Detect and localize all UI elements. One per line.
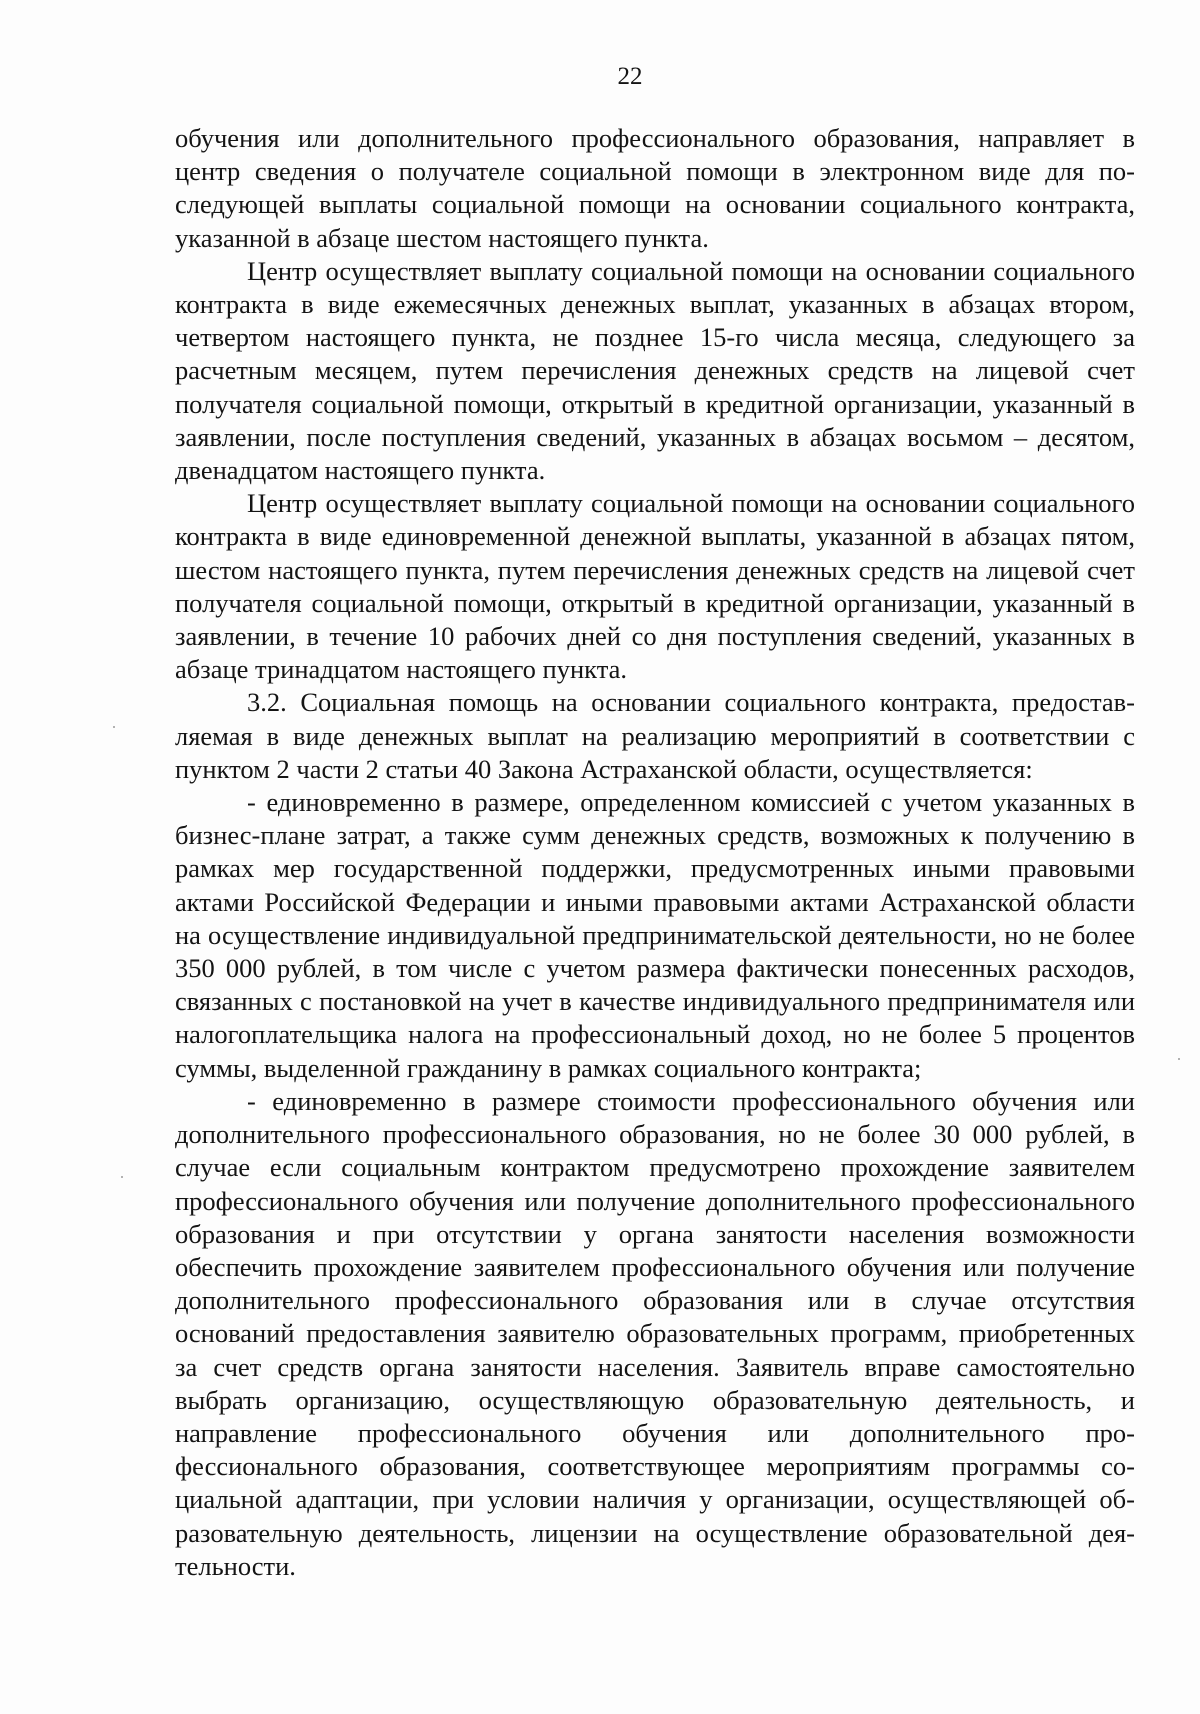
- paragraph-section-3-2: 3.2. Социальная помощь на основании социального контракта, предоставляемая в виде денежных выплат на реализацию мероприятий в соответствии с пунктом 2 части 2 статьи 40 Закона Астраханской области, осуществляется:: [175, 687, 1135, 784]
- list-item-professional-training: - единовременно в размере стоимости профессионального обучения или дополнительного профессионального образования, но не более 30 000 рублей, в случае если социальным контрактом предусмотрено прохождение заявителем профессионального обучения или получение дополнительного профессионального образования и при отсутствии у органа занятости населения возможности обеспечить прохождение заявителем профессионального обучения или получение дополнительного профессионального образования или в случае отсутствия оснований предоставления заявителю образовательных программ, приобретенных за счет средств органа занятости населения. Заявитель вправе самостоятельно выбрать организацию, осуществляющую образовательную деятельность, и направление профессионального обучения или дополнительного профессионального образования, соответствующее мероприятиям программы социальной адаптации, при условии наличия у организации, осуществляющей образовательную деятельность, лицензии на осуществление образовательной деятельности.: [175, 1085, 1135, 1581]
- paragraph-lump-sum-payment: Центр осуществляет выплату социальной помощи на основании социального контракта в виде единовременной денежной выплаты, указанной в абзацах пятом, шестом настоящего пункта, путем перечисления денежных средств на лицевой счет получателя социальной помощи, открытый в кредитной организации, указанный в заявлении, в течение 10 рабочих дней со дня поступления сведений, указанных в абзаце тринадцатом настоящего пункта.: [175, 488, 1135, 685]
- scan-speck: [113, 726, 115, 728]
- scan-speck: [1178, 1058, 1180, 1060]
- page-number: 22: [617, 63, 643, 90]
- list-item-business-plan: - единовременно в размере, определенном комиссией с учетом указанных в бизнес-плане затрат, а также сумм денежных средств, возможных к получению в рамках мер государственной поддержки, предусмотренных иными правовыми актами Российской Федерации и иными правовыми актами Астраханской области на осуществление индивидуальной предпринимательской деятельности, но не более 350 000 рублей, в том числе с учетом размера фактически понесенных расходов, связанных с постановкой на учет в качестве индивидуального предпринимателя или налогоплательщика налога на профессиональный доход, но не более 5 процентов суммы, выделенной гражданину в рамках социального контракта;: [175, 787, 1135, 1083]
- paragraph-monthly-payments: Центр осуществляет выплату социальной помощи на основании социального контракта в виде ежемесячных денежных выплат, указанных в абзацах втором, четвертом настоящего пункта, не позднее 15-го числа месяца, следующего за расчетным месяцем, путем перечисления денежных средств на лицевой счет получателя социальной помощи, открытый в кредитной организации, указанный в заявлении, после поступления сведений, указанных в абзацах восьмом – десятом, двенадцатом настоящего пункта.: [175, 255, 1135, 486]
- document-body: [175, 122, 1135, 1583]
- scan-speck: [121, 1176, 123, 1178]
- paragraph-continuation: обучения или дополнительного профессионального образования, направляет в центр сведения о получателе социальной помощи в электронном виде для последующей выплаты социальной помощи на основании социального контракта, указанной в абзаце шестом настоящего пункта.: [175, 123, 1135, 253]
